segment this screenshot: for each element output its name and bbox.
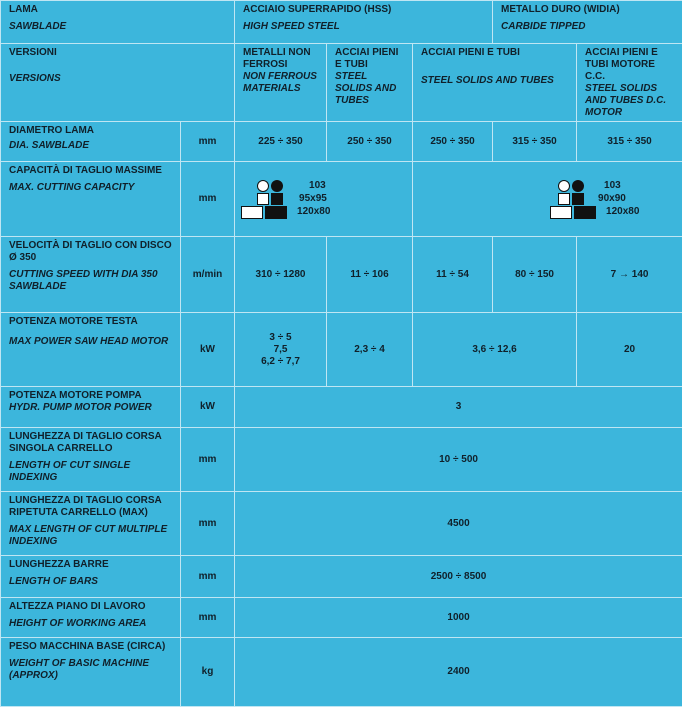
square-solid-icon	[271, 193, 283, 205]
row-potenza-testa	[1, 313, 682, 387]
square-capacity: 90x90	[550, 193, 678, 205]
header-row-versions	[1, 44, 682, 122]
row-label: LUNGHEZZA DI TAGLIO CORSA RIPETUTA CARRELLO (MAX) MAX LENGTH OF CUT MULTIPLE INDEXING	[1, 492, 181, 556]
row-diametro	[1, 122, 682, 162]
version-steel-dc: ACCIAI PIENI E TUBI MOTORE C.C. STEEL SOLIDS AND TUBES D.C. MOTOR	[577, 44, 682, 122]
unit: mm	[181, 598, 235, 638]
row-capacita	[1, 162, 682, 237]
round-tube-icon	[257, 180, 269, 192]
value-cell: 2,3 ÷ 4	[327, 313, 413, 387]
row-label: CAPACITÀ DI TAGLIO MASSIME MAX. CUTTING CAPACITY	[1, 162, 181, 237]
value-cell: 315 ÷ 350	[493, 122, 577, 162]
value-cell: 1000	[235, 598, 682, 638]
version-non-ferrous: METALLI NON FERROSI NON FERROUS MATERIALS	[235, 44, 327, 122]
value-cell: 310 ÷ 1280	[235, 237, 327, 313]
header-row-sawblade	[1, 1, 682, 44]
row-lunghezza-singola	[1, 428, 682, 492]
value-cell: 2500 ÷ 8500	[235, 556, 682, 598]
row-label: DIAMETRO LAMA DIA. SAWBLADE	[1, 122, 181, 162]
round-tube-icon	[558, 180, 570, 192]
value-cell: 250 ÷ 350	[327, 122, 413, 162]
value-cell: 10 ÷ 500	[235, 428, 682, 492]
value-cell: 11 ÷ 106	[327, 237, 413, 313]
round-capacity: 103	[550, 180, 678, 192]
value-cell: 7 → 140	[577, 237, 682, 313]
unit: mm	[181, 492, 235, 556]
row-altezza	[1, 598, 682, 638]
row-label: VELOCITÀ DI TAGLIO CON DISCO Ø 350 CUTTING SPEED WITH DIA 350 SAWBLADE	[1, 237, 181, 313]
row-label: LUNGHEZZA BARRE LENGTH OF BARS	[1, 556, 181, 598]
unit: kW	[181, 313, 235, 387]
round-solid-icon	[572, 180, 584, 192]
row-potenza-pompa	[1, 387, 682, 428]
row-label: ALTEZZA PIANO DI LAVORO HEIGHT OF WORKING AREA	[1, 598, 181, 638]
unit: mm	[181, 556, 235, 598]
value-cell: 250 ÷ 350	[413, 122, 493, 162]
value-cell: 3	[235, 387, 682, 428]
rect-tube-icon	[241, 206, 263, 219]
value-cell: 80 ÷ 150	[493, 237, 577, 313]
row-label: POTENZA MOTORE POMPA HYDR. PUMP MOTOR POWER	[1, 387, 181, 428]
unit: mm	[181, 428, 235, 492]
rect-capacity: 120x80	[241, 206, 408, 219]
version-steel-1: ACCIAI PIENI E TUBI STEEL SOLIDS AND TUBES	[327, 44, 413, 122]
value-cell: 3,6 ÷ 12,6	[413, 313, 577, 387]
row-velocita	[1, 237, 682, 313]
rect-capacity: 120x80	[550, 206, 678, 219]
square-tube-icon	[558, 193, 570, 205]
unit: m/min	[181, 237, 235, 313]
row-label: POTENZA MOTORE TESTA MAX POWER SAW HEAD MOTOR	[1, 313, 181, 387]
value-cell: 225 ÷ 350	[235, 122, 327, 162]
row-label: LUNGHEZZA DI TAGLIO CORSA SINGOLA CARRELLO LENGTH OF CUT SINGLE INDEXING	[1, 428, 181, 492]
value-cell: 3 ÷ 5 7,5 6,2 ÷ 7,7	[235, 313, 327, 387]
hss-header: ACCIAIO SUPERRAPIDO (HSS) HIGH SPEED STEEL	[235, 1, 493, 44]
unit: mm	[181, 162, 235, 237]
row-label: PESO MACCHINA BASE (CIRCA) WEIGHT OF BASIC MACHINE (APPROX)	[1, 638, 181, 707]
row-lunghezza-ripetuta	[1, 492, 682, 556]
rect-solid-icon	[574, 206, 596, 219]
value-cell: 315 ÷ 350	[577, 122, 682, 162]
square-tube-icon	[257, 193, 269, 205]
round-capacity: 103	[241, 180, 408, 192]
rect-tube-icon	[550, 206, 572, 219]
lama-label: LAMA SAWBLADE	[1, 1, 235, 44]
value-cell: 2400	[235, 638, 682, 707]
round-solid-icon	[271, 180, 283, 192]
square-solid-icon	[572, 193, 584, 205]
versioni-label: VERSIONI VERSIONS	[1, 44, 235, 122]
unit: mm	[181, 122, 235, 162]
row-lunghezza-barre	[1, 556, 682, 598]
unit: kg	[181, 638, 235, 707]
row-peso	[1, 638, 682, 707]
value-cell: 4500	[235, 492, 682, 556]
capacity-steel	[413, 162, 682, 237]
value-cell: 11 ÷ 54	[413, 237, 493, 313]
rect-solid-icon	[265, 206, 287, 219]
version-steel-2: ACCIAI PIENI E TUBI STEEL SOLIDS AND TUBES	[413, 44, 577, 122]
widia-header: METALLO DURO (WIDIA) CARBIDE TIPPED	[493, 1, 682, 44]
square-capacity: 95x95	[241, 193, 408, 205]
unit: kW	[181, 387, 235, 428]
value-cell: 20	[577, 313, 682, 387]
capacity-non-ferrous	[235, 162, 413, 237]
